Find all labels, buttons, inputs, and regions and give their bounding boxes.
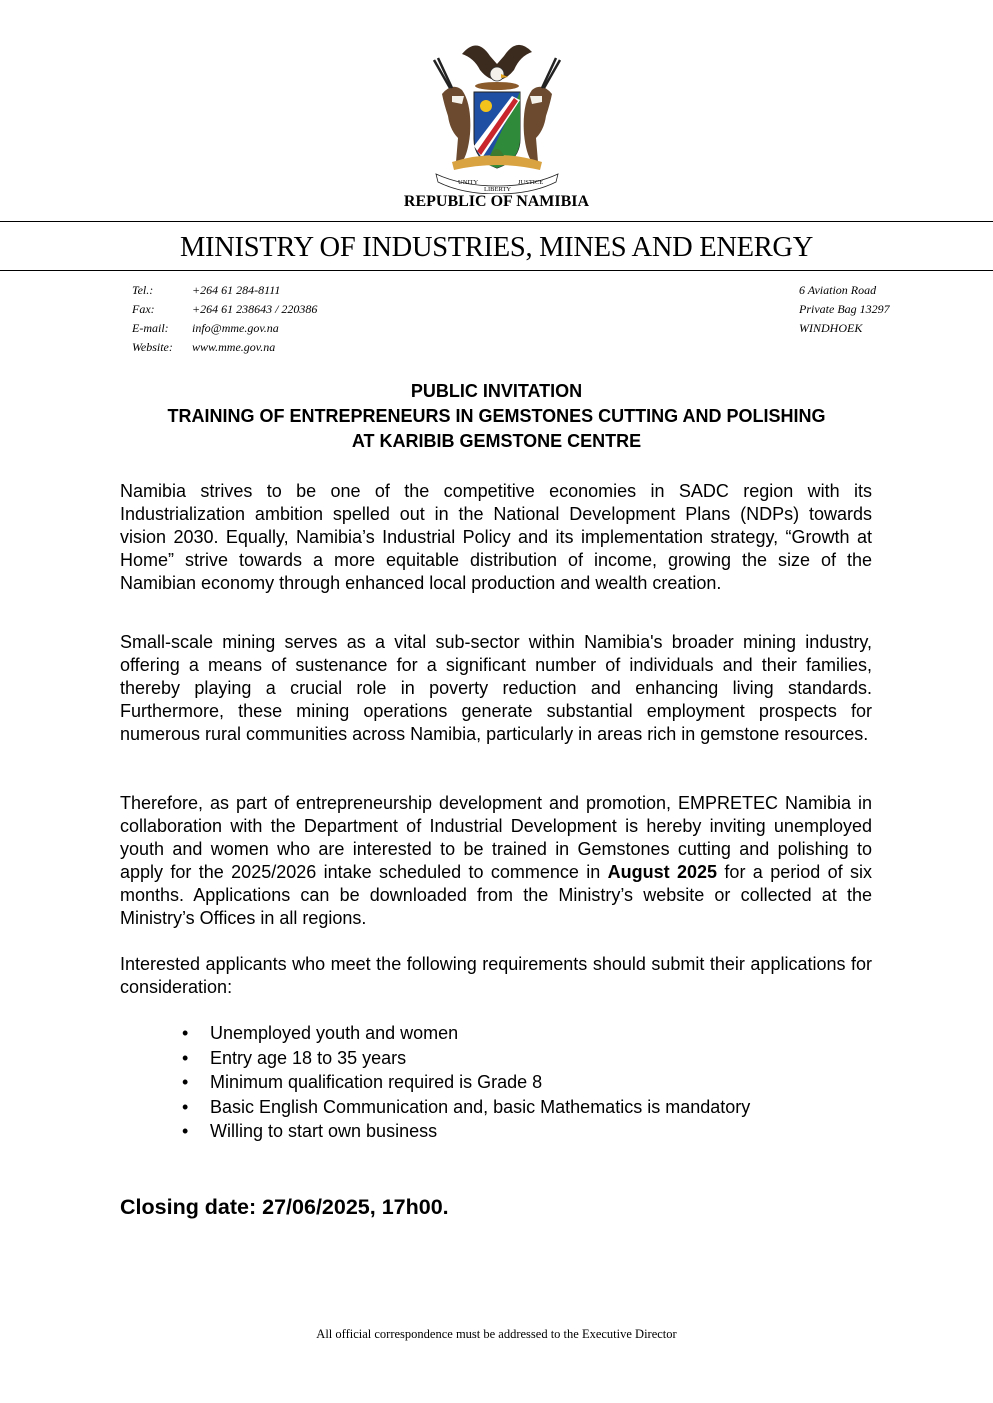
list-item xyxy=(120,1095,750,1120)
document-title xyxy=(0,379,993,454)
paragraph-2: Small-scale mining serves as a vital sub-sector within Namibia's broader mining industry, offering a means of sustenance for a significant number of individuals and their families, thereby playing a crucial role in poverty reduction and enhancing living standards. Furthermore, these mining operations generate substantial employment prospects for numerous rural communities across Namibia, particularly in areas rich in gemstone resources. xyxy=(120,632,872,744)
motto-unity: UNITY xyxy=(458,179,479,186)
title-line-2: TRAINING OF ENTREPRENEURS IN GEMSTONES CUTTING AND POLISHING xyxy=(167,406,826,426)
requirement-text: Minimum qualification required is Grade 8 xyxy=(210,1072,543,1092)
motto-liberty: LIBERTY xyxy=(484,186,512,193)
paragraph-3-text-b: for a period of six months. Applications can be downloaded from the Ministry’s website or collected at the Ministry’s Offices in all regions. xyxy=(120,862,872,928)
bullet-icon: • xyxy=(182,1023,189,1043)
requirement-text: Basic English Communication and, basic Mathematics is mandatory xyxy=(210,1096,751,1117)
coat-of-arms-emblem xyxy=(422,34,572,194)
closing-date: Closing date: 27/06/2025, 17h00. xyxy=(120,1195,449,1219)
list-item xyxy=(120,1046,750,1071)
requirement-text: Entry age 18 to 35 years xyxy=(210,1047,407,1068)
oryx-right-icon xyxy=(524,58,560,162)
motto-ribbon xyxy=(436,174,558,194)
tel-value: +264 61 284-8111 xyxy=(192,283,281,297)
postal-address xyxy=(799,281,890,338)
website-link[interactable]: www.mme.gov.na xyxy=(192,340,276,354)
contact-labels xyxy=(132,281,173,357)
bullet-icon: • xyxy=(182,1047,189,1068)
title-line-1: PUBLIC INVITATION xyxy=(410,381,583,401)
country-name: REPUBLIC OF NAMIBIA xyxy=(403,193,590,210)
header-divider-top xyxy=(0,221,993,222)
wreath-icon xyxy=(475,82,519,90)
bullet-icon: • xyxy=(182,1096,189,1117)
email-link[interactable]: info@mme.gov.na xyxy=(192,321,279,335)
footer-note: All official correspondence must be addressed to the Executive Director xyxy=(316,1327,677,1341)
contact-values xyxy=(192,281,317,357)
fax-label: Fax: xyxy=(132,302,155,316)
requirement-text: Willing to start own business xyxy=(210,1121,438,1141)
title-line-3: AT KARIBIB GEMSTONE CENTRE xyxy=(351,431,642,451)
ministry-name: MINISTRY OF INDUSTRIES, MINES AND ENERGY xyxy=(180,232,813,263)
eagle-icon xyxy=(462,45,532,81)
paragraph-4: Interested applicants who meet the following requirements should submit their applications for consideration: xyxy=(120,954,872,997)
tel-label: Tel.: xyxy=(132,283,154,297)
requirements-list xyxy=(120,1021,750,1144)
website-label: Website: xyxy=(132,340,173,354)
paragraph-1: Namibia strives to be one of the competitive economies in SADC region with its Industrialization ambition spelled out in the National Development Plans (NDPs) towards vision 2030. Equally, Namibia’s Industrial Policy and its implementation strategy, “Growth at Home” strive towards a more equitable distribution of income, growing the size of the Namibian economy through enhanced local production and wealth creation. xyxy=(120,481,872,593)
fax-value: +264 61 238643 / 220386 xyxy=(192,302,318,316)
paragraph-3-text-a: Therefore, as part of entrepreneurship development and promotion, EMPRETEC Namibia in collaboration with the Department of Industrial Development is hereby inviting unemployed youth and women who are interested to be trained in Gemstones cutting and polishing to apply for the 2025/2026 intake scheduled to commence in xyxy=(120,793,872,882)
motto-justice: JUSTICE xyxy=(518,179,544,186)
oryx-left-icon xyxy=(434,58,470,162)
start-date: August 2025 xyxy=(607,862,718,882)
header-divider-bottom xyxy=(0,270,993,271)
paragraph-3 xyxy=(120,792,872,930)
list-item xyxy=(120,1021,750,1046)
requirement-text: Unemployed youth and women xyxy=(210,1023,459,1043)
address-bag: Private Bag 13297 xyxy=(799,302,890,316)
list-item xyxy=(120,1119,750,1144)
address-street: 6 Aviation Road xyxy=(799,283,877,297)
bullet-icon: • xyxy=(182,1072,189,1092)
email-label: E-mail: xyxy=(132,321,169,335)
address-city: WINDHOEK xyxy=(799,321,863,335)
list-item xyxy=(120,1070,750,1095)
bullet-icon: • xyxy=(182,1121,189,1141)
